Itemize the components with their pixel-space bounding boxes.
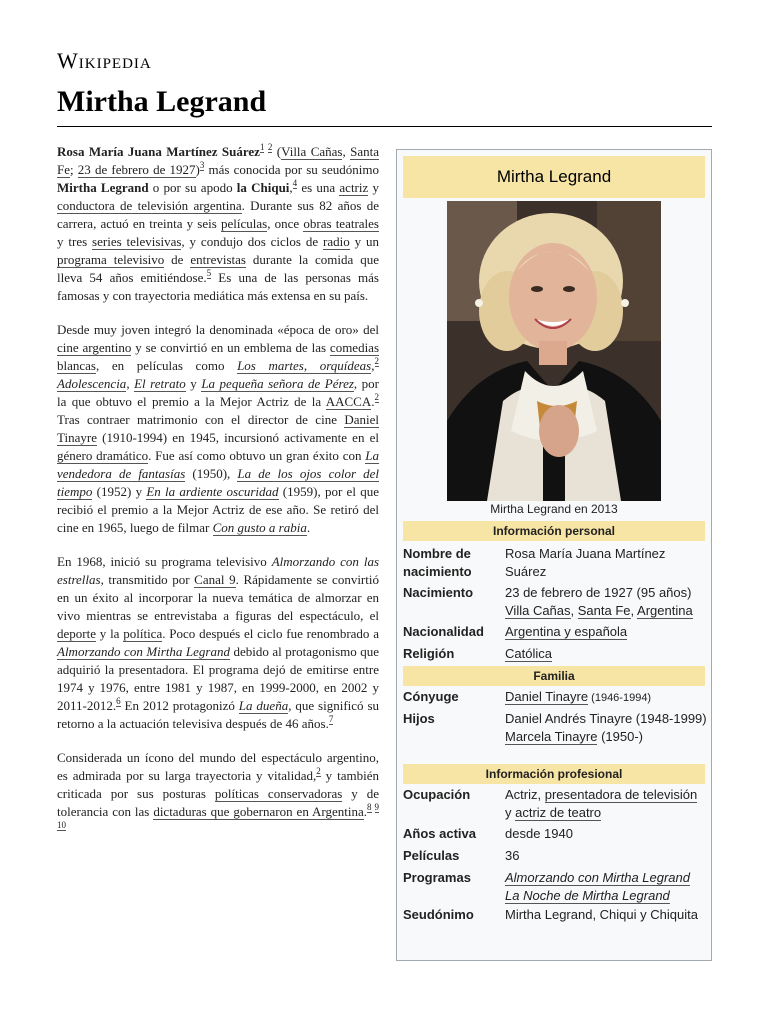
text: y la xyxy=(95,626,124,641)
wikipedia-logo[interactable]: Wikipedia xyxy=(57,48,152,73)
text: En 2012 protagonizó xyxy=(120,698,239,713)
title-divider xyxy=(57,126,712,127)
value-children xyxy=(505,710,707,746)
ref-2[interactable]: 2 xyxy=(374,356,379,366)
photo-caption: Mirtha Legrand en 2013 xyxy=(490,502,618,516)
link-daniel-tinayre[interactable]: Daniel Tinayre xyxy=(505,689,589,704)
value-spouse xyxy=(505,688,707,707)
bold-full-name: Rosa María Juana Martínez Suárez xyxy=(57,144,260,159)
portrait-illustration xyxy=(447,201,661,501)
separator: , xyxy=(537,787,545,802)
conjunction: y xyxy=(505,805,516,820)
text: y se convirtió en un emblema de las xyxy=(131,340,330,355)
text: , xyxy=(126,376,135,391)
text: En 1968, inició su programa televisivo xyxy=(57,554,272,569)
value-pseudonym: Mirtha Legrand, Chiqui y Chiquita xyxy=(505,907,698,922)
text: , xyxy=(289,180,293,195)
ref-2[interactable]: 2 xyxy=(374,392,379,402)
ref-1[interactable]: 1 xyxy=(259,142,265,152)
link-genero-dramatico[interactable]: género dramático xyxy=(57,448,149,463)
label-occupation: Ocupación xyxy=(403,787,471,802)
link-argentina[interactable]: Argentina xyxy=(637,603,693,618)
link-villa-canas[interactable]: Villa Cañas xyxy=(505,603,571,618)
paragraph-career xyxy=(57,321,379,537)
text: Desde muy joven integró la denominada «época de oro» del xyxy=(57,322,379,337)
child-1: Daniel Andrés Tinayre (1948-1999) xyxy=(505,711,707,726)
link-vendedora[interactable]: La vendedora de fantasías xyxy=(57,448,379,481)
text: . xyxy=(363,804,368,819)
link-ojos-color[interactable]: La de los ojos color del tiempo xyxy=(57,466,379,499)
text: . xyxy=(371,394,375,409)
link-la-noche[interactable]: La Noche de Mirtha Legrand xyxy=(505,888,670,903)
label-films: Películas xyxy=(403,848,460,863)
paragraph-intro xyxy=(57,143,379,305)
value-films: 36 xyxy=(505,848,520,863)
text: más conocida por su seudónimo xyxy=(204,162,379,177)
label-birth-name: Nombre de nacimiento xyxy=(403,546,472,579)
text: y xyxy=(185,376,202,391)
text: , xyxy=(342,144,351,159)
link-birth-date[interactable]: 23 de febrero de 1927 xyxy=(77,162,196,177)
ref-7[interactable]: 7 xyxy=(328,714,334,724)
link-aacca[interactable]: AACCA xyxy=(325,394,372,409)
label-spouse: Cónyuge xyxy=(403,689,459,704)
link-radio[interactable]: radio xyxy=(323,234,350,249)
paragraph-legacy xyxy=(57,749,379,839)
text: , xyxy=(371,358,375,373)
link-pequena-senora[interactable]: La pequeña señora de Pérez xyxy=(201,376,354,391)
infobox xyxy=(396,149,712,961)
ref-3[interactable]: 3 xyxy=(199,160,205,170)
text: Considerada un ícono del mundo del espectáculo argentino, es admirada por su larga trayectoria y vitalidad, xyxy=(57,750,379,783)
ref-4[interactable]: 4 xyxy=(292,178,298,188)
link-politicas-conservadoras[interactable]: políticas conservadoras xyxy=(214,786,343,801)
text: ( xyxy=(276,144,282,159)
link-presentadora[interactable]: presentadora de televisión xyxy=(544,787,698,802)
link-la-duena[interactable]: La dueña xyxy=(238,698,289,713)
label-nationality: Nacionalidad xyxy=(403,624,484,639)
text: y xyxy=(368,180,379,195)
link-ardiente-oscuridad[interactable]: En la ardiente oscuridad xyxy=(146,484,279,499)
paragraph-tv xyxy=(57,553,379,733)
text: Tras contraer matrimonio con el director de cine xyxy=(57,412,345,427)
text: , por la que obtuvo el premio a la Mejor Actriz de la xyxy=(57,376,379,409)
text: . Durante sus 82 años de carrera, actuó en treinta y seis xyxy=(57,198,379,231)
infobox-title: Mirtha Legrand xyxy=(403,156,705,198)
link-catolica[interactable]: Católica xyxy=(505,646,552,661)
link-peliculas[interactable]: películas xyxy=(221,216,268,231)
text: . Fue así como obtuvo un gran éxito con xyxy=(148,448,366,463)
link-con-gusto[interactable]: Con gusto a rabia xyxy=(212,520,307,535)
text: de xyxy=(164,252,191,267)
text: . Rápidamente se convirtió en un éxito al incorporar la nueva temática de almorzar en vivo mientras se entrevistaba a figuras del espectáculo, el xyxy=(57,572,379,623)
link-politica[interactable]: política xyxy=(123,626,163,641)
ref-9[interactable]: 9 xyxy=(374,802,379,812)
link-el-retrato[interactable]: El retrato xyxy=(134,376,186,391)
link-villa-canas[interactable]: Villa Cañas xyxy=(281,144,343,159)
ref-2[interactable]: 2 xyxy=(267,142,273,152)
link-conductora[interactable]: conductora de televisión argentina xyxy=(57,198,242,213)
value-occupation xyxy=(505,786,707,822)
text: . Poco después el ciclo fue renombrado a xyxy=(162,626,379,641)
bold-nickname: la Chiqui xyxy=(236,180,290,195)
link-los-martes[interactable]: Los martes, orquídeas xyxy=(237,358,372,373)
label-active-years: Años activa xyxy=(403,826,476,841)
separator: , xyxy=(570,603,578,618)
label-religion: Religión xyxy=(403,646,455,661)
text: durante la comida que lleva 54 años emitiéndose. xyxy=(57,252,379,285)
link-deporte[interactable]: deporte xyxy=(57,626,96,641)
text: ; xyxy=(70,162,78,177)
text: (1952) y xyxy=(92,484,147,499)
text: y un xyxy=(349,234,379,249)
section-personal-info: Información personal xyxy=(403,521,705,541)
link-almorzando-mirtha[interactable]: Almorzando con Mirtha Legrand xyxy=(57,644,230,659)
text: debido al protagonismo que adquirió la presentadora. El programa dejó de emitirse entre 1974 y 1976, entre 1981 y 1987, en 1999-2000, en 2002 y 2011-2012. xyxy=(57,644,380,713)
text: y tres xyxy=(57,234,93,249)
page-bottom-fade xyxy=(0,964,768,1024)
text: Es una de las personas más famosas y con trayectoria mediática más extensa en su país. xyxy=(57,270,379,303)
text: , que significó su retorno a la actuación televisiva después de 46 años. xyxy=(57,698,380,731)
text: es una xyxy=(297,180,340,195)
link-adolescencia[interactable]: Adolescencia xyxy=(57,376,127,391)
ref-8[interactable]: 8 xyxy=(367,802,372,812)
label-birth: Nacimiento xyxy=(403,585,474,600)
value-nationality xyxy=(505,623,707,641)
separator: , xyxy=(630,603,638,618)
ref-6[interactable]: 6 xyxy=(116,696,121,706)
link-cine-argentino[interactable]: cine argentino xyxy=(57,340,132,355)
text: , y condujo dos ciclos de xyxy=(181,234,323,249)
text: . xyxy=(306,520,311,535)
link-entrevistas[interactable]: entrevistas xyxy=(190,252,246,267)
link-almorzando-mirtha[interactable]: Almorzando con Mirtha Legrand xyxy=(505,870,690,885)
ref-10[interactable]: 10 xyxy=(57,820,66,830)
birth-date: 23 de febrero de 1927 (95 años) xyxy=(505,585,692,600)
link-programa[interactable]: programa televisivo xyxy=(57,252,165,267)
spouse-years: (1946-1994) xyxy=(588,692,652,704)
value-active-years: desde 1940 xyxy=(505,826,573,841)
link-marcela-tinayre[interactable]: Marcela Tinayre xyxy=(505,729,598,744)
text: (1910-1994) en 1945, incursionó activamente en el xyxy=(96,430,379,445)
link-actriz-teatro[interactable]: actriz de teatro xyxy=(515,805,602,820)
text: y de tolerancia con las xyxy=(57,786,379,819)
label-programs: Programas xyxy=(403,870,471,885)
text: o por su apodo xyxy=(148,180,237,195)
italic-almorzando: Almorzando con las estrellas xyxy=(57,554,380,587)
ref-2[interactable]: 2 xyxy=(316,766,321,776)
text: , transmitido por xyxy=(100,572,195,587)
text: ) xyxy=(195,162,200,177)
text: (1959), por el que recibió el premio a la Mejor Actriz de ese año. Se retiró del cine en 1965, luego de filmar xyxy=(57,484,379,535)
section-family: Familia xyxy=(403,666,705,686)
ref-5[interactable]: 5 xyxy=(206,268,212,278)
link-comedias-blancas[interactable]: comedias blancas xyxy=(57,340,380,373)
link-actriz[interactable]: actriz xyxy=(339,180,369,195)
text: , once xyxy=(267,216,304,231)
link-obras-teatrales[interactable]: obras teatrales xyxy=(303,216,379,231)
text: , en películas como xyxy=(95,358,238,373)
bold-stage-name: Mirtha Legrand xyxy=(57,180,149,195)
link-series[interactable]: series televisivas xyxy=(92,234,182,249)
section-professional-info: Información profesional xyxy=(403,764,705,784)
label-pseudonym: Seudónimo xyxy=(403,907,474,922)
link-nationality[interactable]: Argentina y española xyxy=(505,624,628,639)
link-daniel-tinayre[interactable]: Daniel Tinayre xyxy=(57,412,379,445)
label-children: Hijos xyxy=(403,711,435,726)
page-title: Mirtha Legrand xyxy=(57,85,267,118)
value-birth xyxy=(505,584,707,620)
value-birth-name: Rosa María Juana Martínez Suárez xyxy=(505,546,666,579)
child-2-years: (1950-) xyxy=(597,729,644,744)
text: (1950), xyxy=(185,466,238,481)
article-body xyxy=(57,143,379,855)
text: y también criticada por sus posturas xyxy=(57,768,379,801)
link-dictaduras[interactable]: dictaduras que gobernaron en Argentina xyxy=(153,804,364,819)
link-canal-9[interactable]: Canal 9 xyxy=(194,572,236,587)
value-programs xyxy=(505,869,707,905)
occupation-1: Actriz xyxy=(505,787,538,802)
value-religion xyxy=(505,645,707,663)
portrait-photo[interactable] xyxy=(447,201,661,501)
link-santa-fe[interactable]: Santa Fe xyxy=(577,603,631,618)
link-santa-fe[interactable]: Santa Fe xyxy=(57,144,380,177)
